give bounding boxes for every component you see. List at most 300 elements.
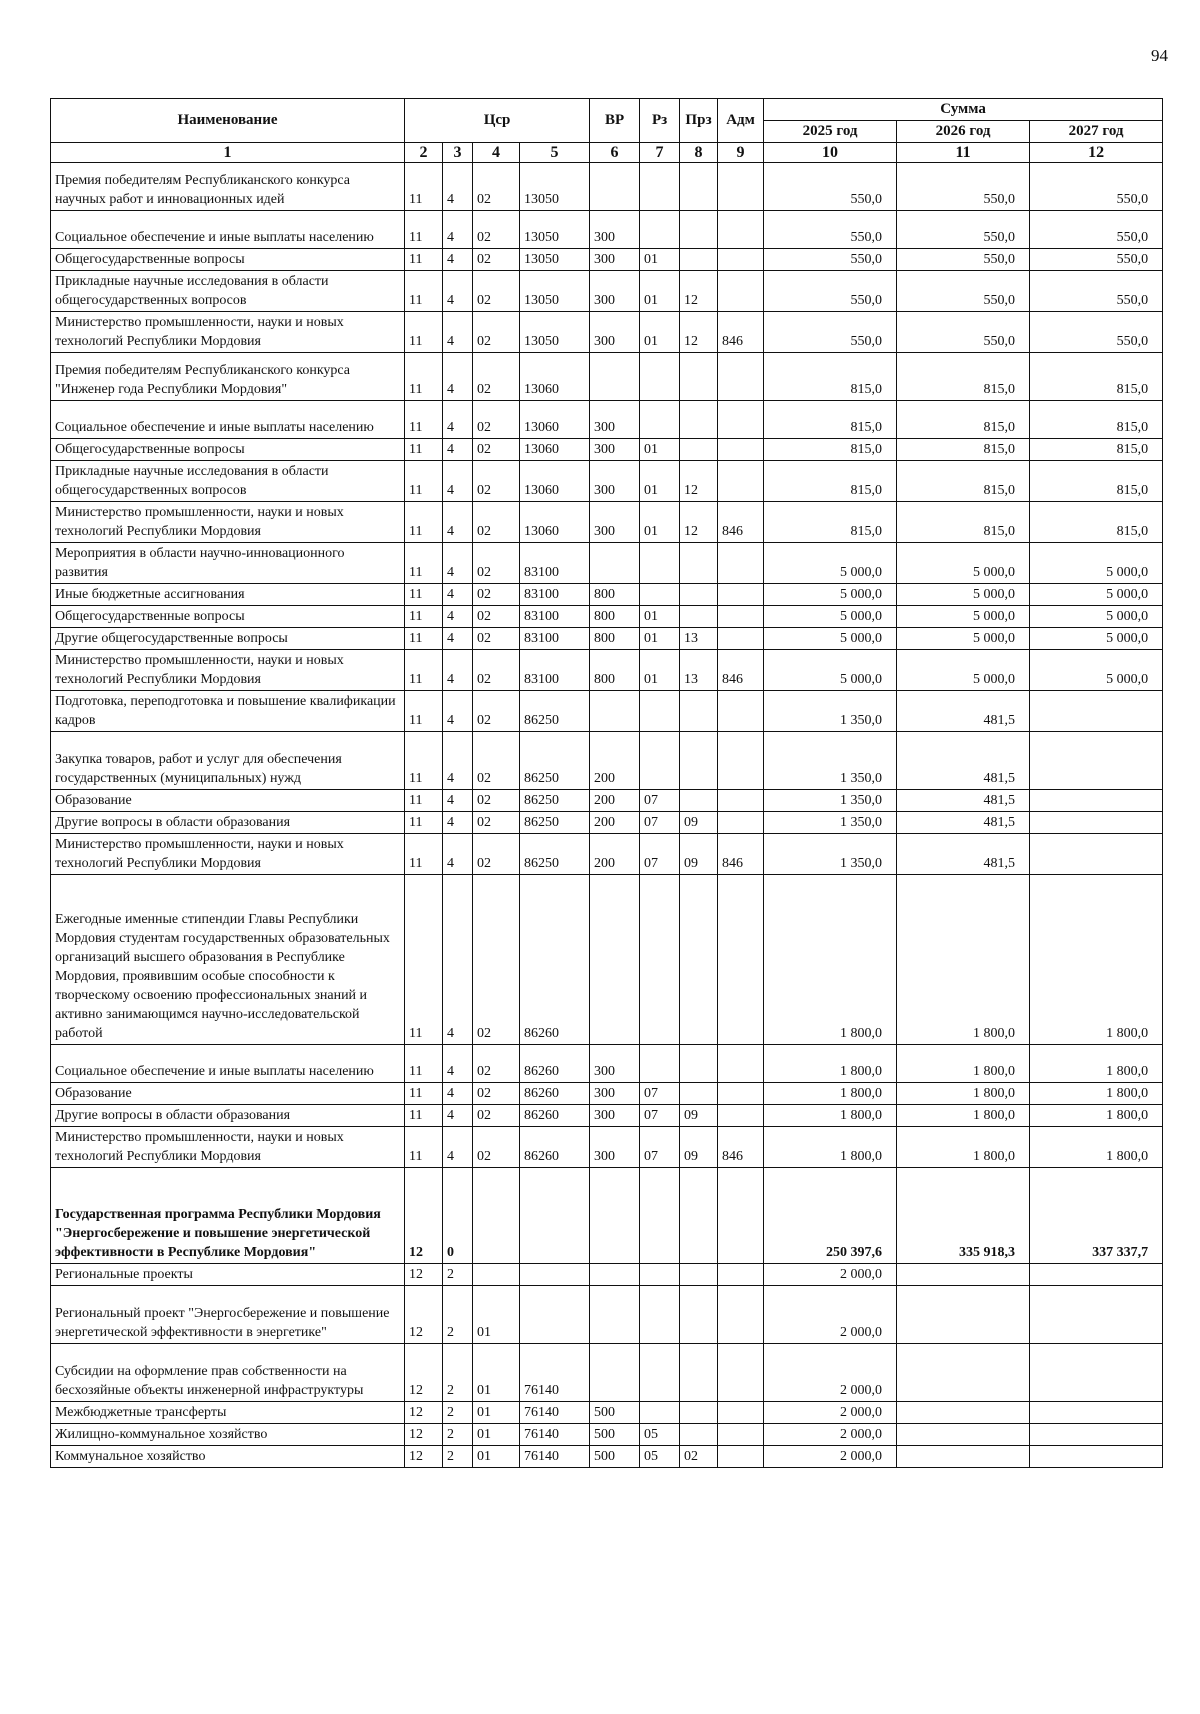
column-index: 6 (590, 143, 640, 163)
amount-2027: 5 000,0 (1030, 543, 1163, 584)
table-row (51, 271, 1163, 312)
rz-cell (640, 1264, 680, 1286)
csr-part-4: 02 (473, 790, 520, 812)
amount-2025: 550,0 (764, 163, 897, 211)
amount-2026: 815,0 (897, 353, 1030, 401)
vr-cell: 300 (590, 502, 640, 543)
csr-part-3: 2 (443, 1402, 473, 1424)
amount-2025: 2 000,0 (764, 1264, 897, 1286)
csr-part-2: 11 (405, 1105, 443, 1127)
rz-cell: 01 (640, 650, 680, 691)
row-name: Ежегодные именные стипендии Главы Республики Мордовия студентам государственных образовательных организаций высшего образования в Республике Мордовия, проявившим особые способности к творческому освоению профессиональных знаний и активно занимающимся научно-исследовательской работой (51, 875, 405, 1045)
csr-part-4: 01 (473, 1402, 520, 1424)
table-body (51, 163, 1163, 1468)
table-row (51, 1446, 1163, 1468)
row-name: Субсидии на оформление прав собственности на бесхозяйные объекты инженерной инфраструктуры (51, 1344, 405, 1402)
adm-cell (718, 875, 764, 1045)
csr-part-5: 13050 (520, 249, 590, 271)
rz-cell (640, 543, 680, 584)
vr-cell: 300 (590, 1083, 640, 1105)
csr-part-4: 01 (473, 1424, 520, 1446)
row-name: Общегосударственные вопросы (51, 439, 405, 461)
amount-2026: 481,5 (897, 812, 1030, 834)
adm-cell (718, 1344, 764, 1402)
csr-part-3: 2 (443, 1424, 473, 1446)
table-row (51, 249, 1163, 271)
csr-part-3: 2 (443, 1446, 473, 1468)
csr-part-2: 12 (405, 1168, 443, 1264)
table-row (51, 312, 1163, 353)
vr-cell: 300 (590, 1045, 640, 1083)
prz-cell (680, 732, 718, 790)
rz-cell (640, 163, 680, 211)
csr-part-4: 02 (473, 812, 520, 834)
prz-cell (680, 1286, 718, 1344)
csr-part-4: 01 (473, 1446, 520, 1468)
prz-cell: 09 (680, 834, 718, 875)
csr-part-5: 86260 (520, 1105, 590, 1127)
adm-cell (718, 1083, 764, 1105)
csr-part-2: 11 (405, 312, 443, 353)
amount-2027: 1 800,0 (1030, 1045, 1163, 1083)
adm-cell (718, 628, 764, 650)
prz-cell (680, 1168, 718, 1264)
amount-2026: 481,5 (897, 732, 1030, 790)
amount-2025: 1 800,0 (764, 1045, 897, 1083)
adm-cell (718, 249, 764, 271)
csr-part-2: 11 (405, 543, 443, 584)
amount-2026: 815,0 (897, 401, 1030, 439)
csr-part-2: 11 (405, 790, 443, 812)
adm-cell (718, 439, 764, 461)
table-row (51, 732, 1163, 790)
table-row (51, 790, 1163, 812)
vr-cell: 300 (590, 312, 640, 353)
row-name: Региональные проекты (51, 1264, 405, 1286)
vr-cell (590, 1286, 640, 1344)
csr-part-4: 02 (473, 1105, 520, 1127)
csr-part-3: 4 (443, 628, 473, 650)
amount-2027: 815,0 (1030, 353, 1163, 401)
column-index: 2 (405, 143, 443, 163)
csr-part-3: 2 (443, 1344, 473, 1402)
table-row (51, 1083, 1163, 1105)
amount-2025: 1 800,0 (764, 1105, 897, 1127)
vr-cell (590, 691, 640, 732)
amount-2027: 815,0 (1030, 439, 1163, 461)
csr-part-3: 4 (443, 502, 473, 543)
row-name: Подготовка, переподготовка и повышение квалификации кадров (51, 691, 405, 732)
rz-cell (640, 1168, 680, 1264)
prz-cell (680, 1083, 718, 1105)
vr-cell: 300 (590, 461, 640, 502)
csr-part-2: 11 (405, 1083, 443, 1105)
rz-cell: 05 (640, 1446, 680, 1468)
column-index: 12 (1030, 143, 1163, 163)
csr-part-4: 02 (473, 353, 520, 401)
csr-part-4: 02 (473, 401, 520, 439)
adm-cell (718, 353, 764, 401)
amount-2025: 1 800,0 (764, 1083, 897, 1105)
csr-part-5 (520, 1168, 590, 1264)
table-row (51, 1045, 1163, 1083)
header-name: Наименование (51, 99, 405, 143)
vr-cell: 200 (590, 812, 640, 834)
prz-cell: 13 (680, 650, 718, 691)
amount-2027: 1 800,0 (1030, 875, 1163, 1045)
csr-part-5: 86260 (520, 1045, 590, 1083)
vr-cell: 200 (590, 834, 640, 875)
csr-part-4: 02 (473, 1045, 520, 1083)
csr-part-5 (520, 1264, 590, 1286)
table-row (51, 650, 1163, 691)
amount-2025: 815,0 (764, 439, 897, 461)
amount-2027 (1030, 732, 1163, 790)
csr-part-3: 4 (443, 1045, 473, 1083)
csr-part-5: 13060 (520, 439, 590, 461)
amount-2026: 1 800,0 (897, 1105, 1030, 1127)
csr-part-2: 12 (405, 1264, 443, 1286)
amount-2027 (1030, 1286, 1163, 1344)
csr-part-3: 4 (443, 353, 473, 401)
rz-cell: 05 (640, 1424, 680, 1446)
csr-part-2: 12 (405, 1286, 443, 1344)
prz-cell (680, 1045, 718, 1083)
csr-part-2: 11 (405, 249, 443, 271)
rz-cell (640, 1286, 680, 1344)
rz-cell: 07 (640, 790, 680, 812)
rz-cell: 01 (640, 439, 680, 461)
csr-part-5: 13060 (520, 401, 590, 439)
prz-cell (680, 543, 718, 584)
vr-cell: 300 (590, 401, 640, 439)
amount-2027 (1030, 1264, 1163, 1286)
amount-2025: 2 000,0 (764, 1446, 897, 1468)
amount-2025: 1 350,0 (764, 834, 897, 875)
csr-part-2: 11 (405, 691, 443, 732)
row-name: Министерство промышленности, науки и новых технологий Республики Мордовия (51, 650, 405, 691)
vr-cell (590, 163, 640, 211)
table-row (51, 543, 1163, 584)
adm-cell: 846 (718, 650, 764, 691)
amount-2026: 550,0 (897, 211, 1030, 249)
table-row (51, 502, 1163, 543)
csr-part-4: 02 (473, 211, 520, 249)
csr-part-4: 01 (473, 1344, 520, 1402)
table-row (51, 1286, 1163, 1344)
prz-cell (680, 211, 718, 249)
csr-part-4: 02 (473, 732, 520, 790)
csr-part-2: 11 (405, 163, 443, 211)
rz-cell (640, 584, 680, 606)
amount-2026: 1 800,0 (897, 1127, 1030, 1168)
rz-cell (640, 691, 680, 732)
prz-cell (680, 439, 718, 461)
csr-part-4: 02 (473, 461, 520, 502)
rz-cell: 01 (640, 606, 680, 628)
table-row (51, 1344, 1163, 1402)
prz-cell (680, 1402, 718, 1424)
amount-2027 (1030, 1446, 1163, 1468)
csr-part-4: 02 (473, 249, 520, 271)
amount-2025: 5 000,0 (764, 543, 897, 584)
rz-cell: 07 (640, 1105, 680, 1127)
csr-part-3: 4 (443, 312, 473, 353)
amount-2025: 1 800,0 (764, 1127, 897, 1168)
column-index-row (51, 143, 1163, 163)
row-name: Мероприятия в области научно-инновационного развития (51, 543, 405, 584)
prz-cell: 13 (680, 628, 718, 650)
prz-cell (680, 1424, 718, 1446)
amount-2027: 5 000,0 (1030, 650, 1163, 691)
csr-part-5: 76140 (520, 1446, 590, 1468)
csr-part-3: 4 (443, 812, 473, 834)
vr-cell: 300 (590, 271, 640, 312)
amount-2027: 5 000,0 (1030, 628, 1163, 650)
csr-part-3: 2 (443, 1286, 473, 1344)
csr-part-4 (473, 1168, 520, 1264)
csr-part-2: 12 (405, 1424, 443, 1446)
header-year-2025: 2025 год (764, 121, 897, 143)
csr-part-5: 86250 (520, 790, 590, 812)
csr-part-5: 86260 (520, 1083, 590, 1105)
amount-2026 (897, 1424, 1030, 1446)
amount-2026 (897, 1286, 1030, 1344)
csr-part-2: 11 (405, 502, 443, 543)
row-name: Общегосударственные вопросы (51, 249, 405, 271)
row-name: Закупка товаров, работ и услуг для обеспечения государственных (муниципальных) нужд (51, 732, 405, 790)
column-index: 3 (443, 143, 473, 163)
amount-2027 (1030, 812, 1163, 834)
amount-2026: 815,0 (897, 502, 1030, 543)
table-row (51, 1424, 1163, 1446)
csr-part-4: 02 (473, 163, 520, 211)
vr-cell: 300 (590, 249, 640, 271)
prz-cell (680, 353, 718, 401)
rz-cell: 07 (640, 1083, 680, 1105)
vr-cell (590, 1264, 640, 1286)
csr-part-3: 2 (443, 1264, 473, 1286)
csr-part-4: 02 (473, 502, 520, 543)
adm-cell (718, 732, 764, 790)
vr-cell (590, 1344, 640, 1402)
page-number: 94 (1151, 46, 1168, 65)
rz-cell: 01 (640, 271, 680, 312)
csr-part-2: 11 (405, 1045, 443, 1083)
prz-cell (680, 606, 718, 628)
prz-cell: 12 (680, 502, 718, 543)
amount-2026: 550,0 (897, 163, 1030, 211)
csr-part-2: 12 (405, 1344, 443, 1402)
amount-2027 (1030, 790, 1163, 812)
prz-cell: 12 (680, 312, 718, 353)
vr-cell: 800 (590, 628, 640, 650)
prz-cell (680, 163, 718, 211)
header-adm: Адм (718, 99, 764, 143)
table-row (51, 628, 1163, 650)
adm-cell (718, 1286, 764, 1344)
amount-2026 (897, 1344, 1030, 1402)
csr-part-2: 11 (405, 650, 443, 691)
row-name: Министерство промышленности, науки и новых технологий Республики Мордовия (51, 834, 405, 875)
csr-part-3: 0 (443, 1168, 473, 1264)
adm-cell (718, 1264, 764, 1286)
adm-cell: 846 (718, 834, 764, 875)
vr-cell: 300 (590, 439, 640, 461)
table-row (51, 163, 1163, 211)
csr-part-5: 13060 (520, 353, 590, 401)
amount-2025: 1 350,0 (764, 691, 897, 732)
adm-cell (718, 812, 764, 834)
amount-2025: 550,0 (764, 249, 897, 271)
amount-2027: 5 000,0 (1030, 606, 1163, 628)
amount-2026: 1 800,0 (897, 1045, 1030, 1083)
adm-cell (718, 271, 764, 312)
amount-2027: 1 800,0 (1030, 1105, 1163, 1127)
csr-part-5: 86250 (520, 834, 590, 875)
row-name: Министерство промышленности, науки и новых технологий Республики Мордовия (51, 502, 405, 543)
csr-part-4: 02 (473, 834, 520, 875)
amount-2025: 1 350,0 (764, 812, 897, 834)
csr-part-3: 4 (443, 211, 473, 249)
csr-part-5: 13050 (520, 211, 590, 249)
csr-part-3: 4 (443, 249, 473, 271)
csr-part-5: 86260 (520, 875, 590, 1045)
amount-2026: 5 000,0 (897, 543, 1030, 584)
amount-2026: 815,0 (897, 461, 1030, 502)
header-rz: Рз (640, 99, 680, 143)
amount-2025: 550,0 (764, 271, 897, 312)
amount-2027 (1030, 834, 1163, 875)
row-name: Другие вопросы в области образования (51, 1105, 405, 1127)
budget-table (50, 98, 1163, 1468)
amount-2025: 2 000,0 (764, 1402, 897, 1424)
vr-cell: 800 (590, 606, 640, 628)
amount-2025: 1 800,0 (764, 875, 897, 1045)
amount-2027 (1030, 691, 1163, 732)
vr-cell: 500 (590, 1402, 640, 1424)
csr-part-5: 13060 (520, 461, 590, 502)
rz-cell: 01 (640, 312, 680, 353)
amount-2027: 815,0 (1030, 502, 1163, 543)
csr-part-3: 4 (443, 543, 473, 584)
header-year-2027: 2027 год (1030, 121, 1163, 143)
table-row (51, 834, 1163, 875)
adm-cell: 846 (718, 312, 764, 353)
amount-2027: 337 337,7 (1030, 1168, 1163, 1264)
prz-cell (680, 249, 718, 271)
csr-part-4: 02 (473, 1127, 520, 1168)
row-name: Премия победителям Республиканского конкурса научных работ и инновационных идей (51, 163, 405, 211)
prz-cell (680, 401, 718, 439)
csr-part-5: 76140 (520, 1424, 590, 1446)
vr-cell (590, 353, 640, 401)
csr-part-3: 4 (443, 834, 473, 875)
csr-part-2: 11 (405, 439, 443, 461)
prz-cell: 12 (680, 271, 718, 312)
adm-cell: 846 (718, 502, 764, 543)
adm-cell (718, 790, 764, 812)
csr-part-5: 76140 (520, 1344, 590, 1402)
table-row (51, 211, 1163, 249)
amount-2025: 815,0 (764, 502, 897, 543)
row-name: Коммунальное хозяйство (51, 1446, 405, 1468)
table-row (51, 1168, 1163, 1264)
row-name: Социальное обеспечение и иные выплаты населению (51, 211, 405, 249)
vr-cell: 800 (590, 584, 640, 606)
csr-part-5: 83100 (520, 650, 590, 691)
csr-part-3: 4 (443, 732, 473, 790)
amount-2027: 550,0 (1030, 249, 1163, 271)
csr-part-2: 11 (405, 606, 443, 628)
csr-part-4: 02 (473, 1083, 520, 1105)
adm-cell (718, 1424, 764, 1446)
amount-2027: 815,0 (1030, 461, 1163, 502)
amount-2026: 5 000,0 (897, 628, 1030, 650)
csr-part-3: 4 (443, 650, 473, 691)
adm-cell: 846 (718, 1127, 764, 1168)
row-name: Образование (51, 790, 405, 812)
amount-2026: 481,5 (897, 691, 1030, 732)
adm-cell (718, 401, 764, 439)
column-index: 1 (51, 143, 405, 163)
csr-part-4: 02 (473, 650, 520, 691)
csr-part-2: 11 (405, 401, 443, 439)
amount-2025: 2 000,0 (764, 1286, 897, 1344)
rz-cell: 01 (640, 628, 680, 650)
rz-cell (640, 732, 680, 790)
row-name: Межбюджетные трансферты (51, 1402, 405, 1424)
row-name: Прикладные научные исследования в области общегосударственных вопросов (51, 271, 405, 312)
csr-part-2: 11 (405, 1127, 443, 1168)
csr-part-5: 86250 (520, 691, 590, 732)
csr-part-4 (473, 1264, 520, 1286)
rz-cell (640, 1045, 680, 1083)
header-year-2026: 2026 год (897, 121, 1030, 143)
rz-cell (640, 353, 680, 401)
amount-2026: 550,0 (897, 271, 1030, 312)
header-csr: Цср (405, 99, 590, 143)
csr-part-3: 4 (443, 1127, 473, 1168)
amount-2027: 550,0 (1030, 211, 1163, 249)
csr-part-4: 02 (473, 312, 520, 353)
amount-2027: 1 800,0 (1030, 1127, 1163, 1168)
csr-part-4: 02 (473, 439, 520, 461)
csr-part-3: 4 (443, 439, 473, 461)
row-name: Другие общегосударственные вопросы (51, 628, 405, 650)
csr-part-4: 02 (473, 606, 520, 628)
amount-2026: 1 800,0 (897, 875, 1030, 1045)
amount-2025: 1 350,0 (764, 732, 897, 790)
csr-part-3: 4 (443, 606, 473, 628)
table-row (51, 875, 1163, 1045)
csr-part-4: 02 (473, 271, 520, 312)
csr-part-2: 12 (405, 1446, 443, 1468)
csr-part-5: 83100 (520, 543, 590, 584)
csr-part-4: 02 (473, 584, 520, 606)
amount-2025: 815,0 (764, 401, 897, 439)
adm-cell (718, 584, 764, 606)
amount-2025: 1 350,0 (764, 790, 897, 812)
csr-part-4: 02 (473, 875, 520, 1045)
table-row (51, 1264, 1163, 1286)
amount-2027: 815,0 (1030, 401, 1163, 439)
prz-cell (680, 1344, 718, 1402)
table-row (51, 606, 1163, 628)
adm-cell (718, 543, 764, 584)
prz-cell (680, 875, 718, 1045)
adm-cell (718, 211, 764, 249)
